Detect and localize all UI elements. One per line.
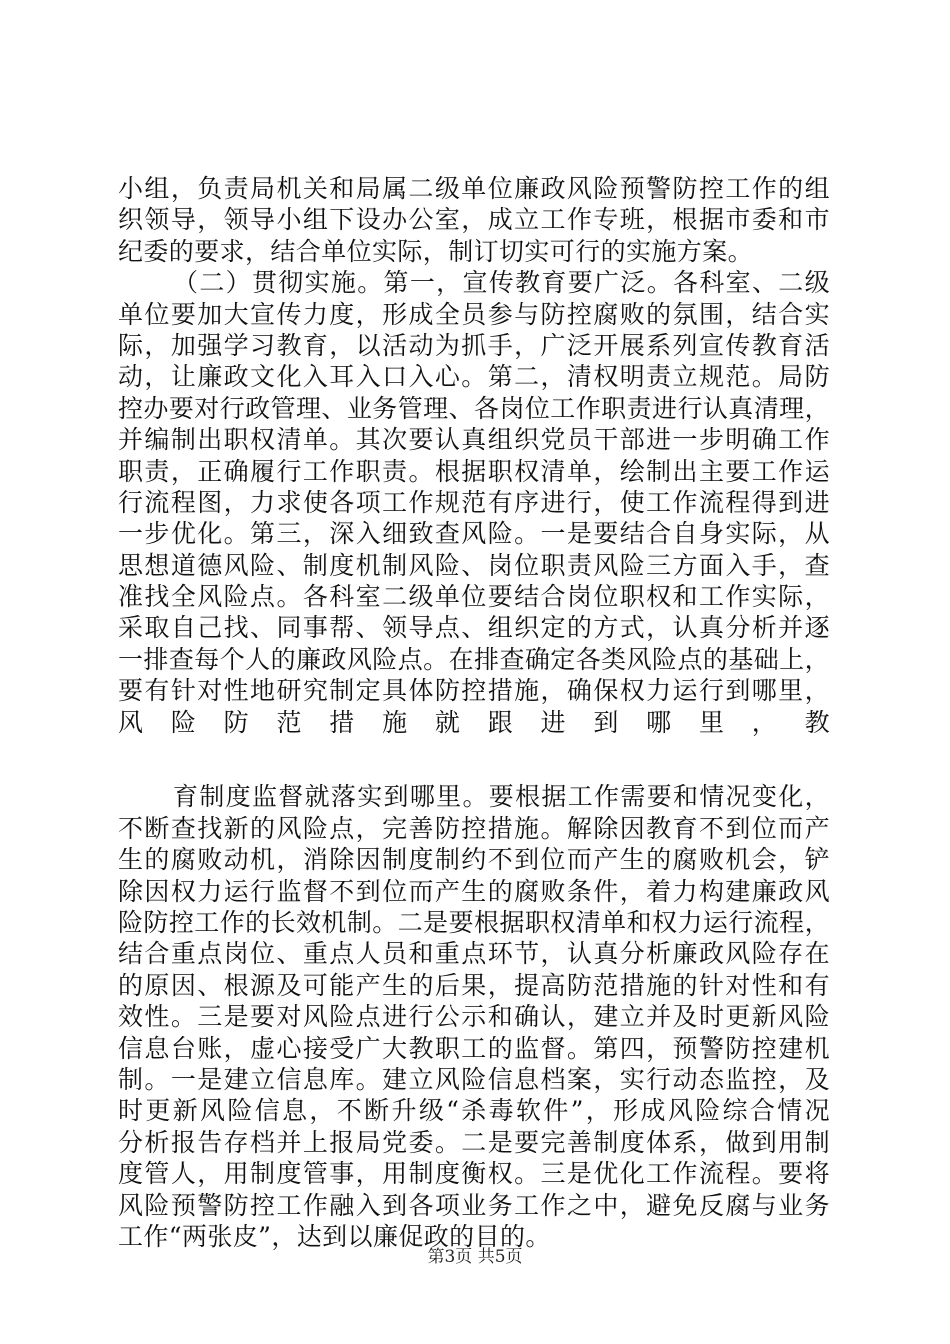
paragraph-2 [118,267,830,769]
text-line: 风险预警防控工作融入到各项业务工作之中，避免反腐与业务 [118,1190,830,1220]
text-line: 准找全风险点。各科室二级单位要结合岗位职权和工作实际， [118,582,830,612]
text-line: 行流程图，力求使各项工作规范有序进行，使工作流程得到进 [118,487,830,517]
text-line: 分析报告存档并上报局党委。二是要完善制度体系，做到用制 [118,1127,830,1157]
text-line: 生的腐败动机，消除因制度制约不到位而产生的腐败机会，铲 [118,845,830,875]
text-line: 一排查每个人的廉政风险点。在排查确定各类风险点的基础上， [118,644,830,674]
text-line: 动，让廉政文化入耳入口入心。第二，清权明责立规范。局防 [118,362,830,392]
text-line: 制。一是建立信息库。建立风险信息档案，实行动态监控，及 [118,1064,830,1094]
text-line: 采取自己找、同事帮、领导点、组织定的方式，认真分析并逐 [118,613,830,643]
paragraph-gap [118,769,830,781]
text-line: 度管人，用制度管事，用制度衡权。三是优化工作流程。要将 [118,1159,830,1189]
text-line: 育制度监督就落实到哪里。要根据工作需要和情况变化， [173,782,830,812]
text-line: 时更新风险信息，不断升级“杀毒软件”，形成风险综合情况 [118,1096,830,1126]
text-line: 工作“两张皮”，达到以廉促政的目的。 [118,1221,551,1251]
text-line: （二）贯彻实施。第一，宣传教育要广泛。各科室、二级 [173,268,830,298]
text-line: 除因权力运行监督不到位而产生的腐败条件，着力构建廉政风 [118,876,830,906]
text-line: 纪委的要求，结合单位实际，制订切实可行的实施方案。 [118,236,754,266]
text-line [118,738,830,769]
text-line: 信息台账，虚心接受广大教职工的监督。第四，预警防控建机 [118,1033,830,1063]
text-line: 单位要加大宣传力度，形成全员参与防控腐败的氛围，结合实 [118,299,830,329]
text-line: 小组，负责局机关和局属二级单位廉政风险预警防控工作的组 [118,174,830,203]
document-body [118,173,830,1252]
text-line: 思想道德风险、制度机制风险、岗位职责风险三方面入手，查 [118,550,830,580]
page-number: 第3页 共5页 [427,1247,523,1267]
text-line: 效性。三是要对风险点进行公示和确认，建立并及时更新风险 [118,1002,830,1032]
text-line: 要有针对性地研究制定具体防控措施，确保权力运行到哪里， [118,676,830,706]
text-line: 一步优化。第三，深入细致查风险。一是要结合自身实际，从 [118,519,830,549]
text-line: 职责，正确履行工作职责。根据职权清单，绘制出主要工作运 [118,456,830,486]
text-line: 控办要对行政管理、业务管理、各岗位工作职责进行认真清理， [118,393,830,423]
text-line: 的原因、根源及可能产生的后果，提高防范措施的针对性和有 [118,970,830,1000]
text-line: 织领导，领导小组下设办公室，成立工作专班，根据市委和市 [118,205,830,235]
paragraph-3 [118,781,830,1252]
paragraph-1 [118,173,830,267]
text-line: 际，加强学习教育，以活动为抓手，广泛开展系列宣传教育活 [118,330,830,360]
text-line: 风险防范措施就跟进到哪里，教 [118,707,830,737]
text-line: 不断查找新的风险点，完善防控措施。解除因教育不到位而产 [118,813,830,843]
text-line: 并编制出职权清单。其次要认真组织党员干部进一步明确工作 [118,425,830,455]
text-line: 险防控工作的长效机制。二是要根据职权清单和权力运行流程， [118,907,830,937]
text-line: 结合重点岗位、重点人员和重点环节，认真分析廉政风险存在 [118,939,830,969]
